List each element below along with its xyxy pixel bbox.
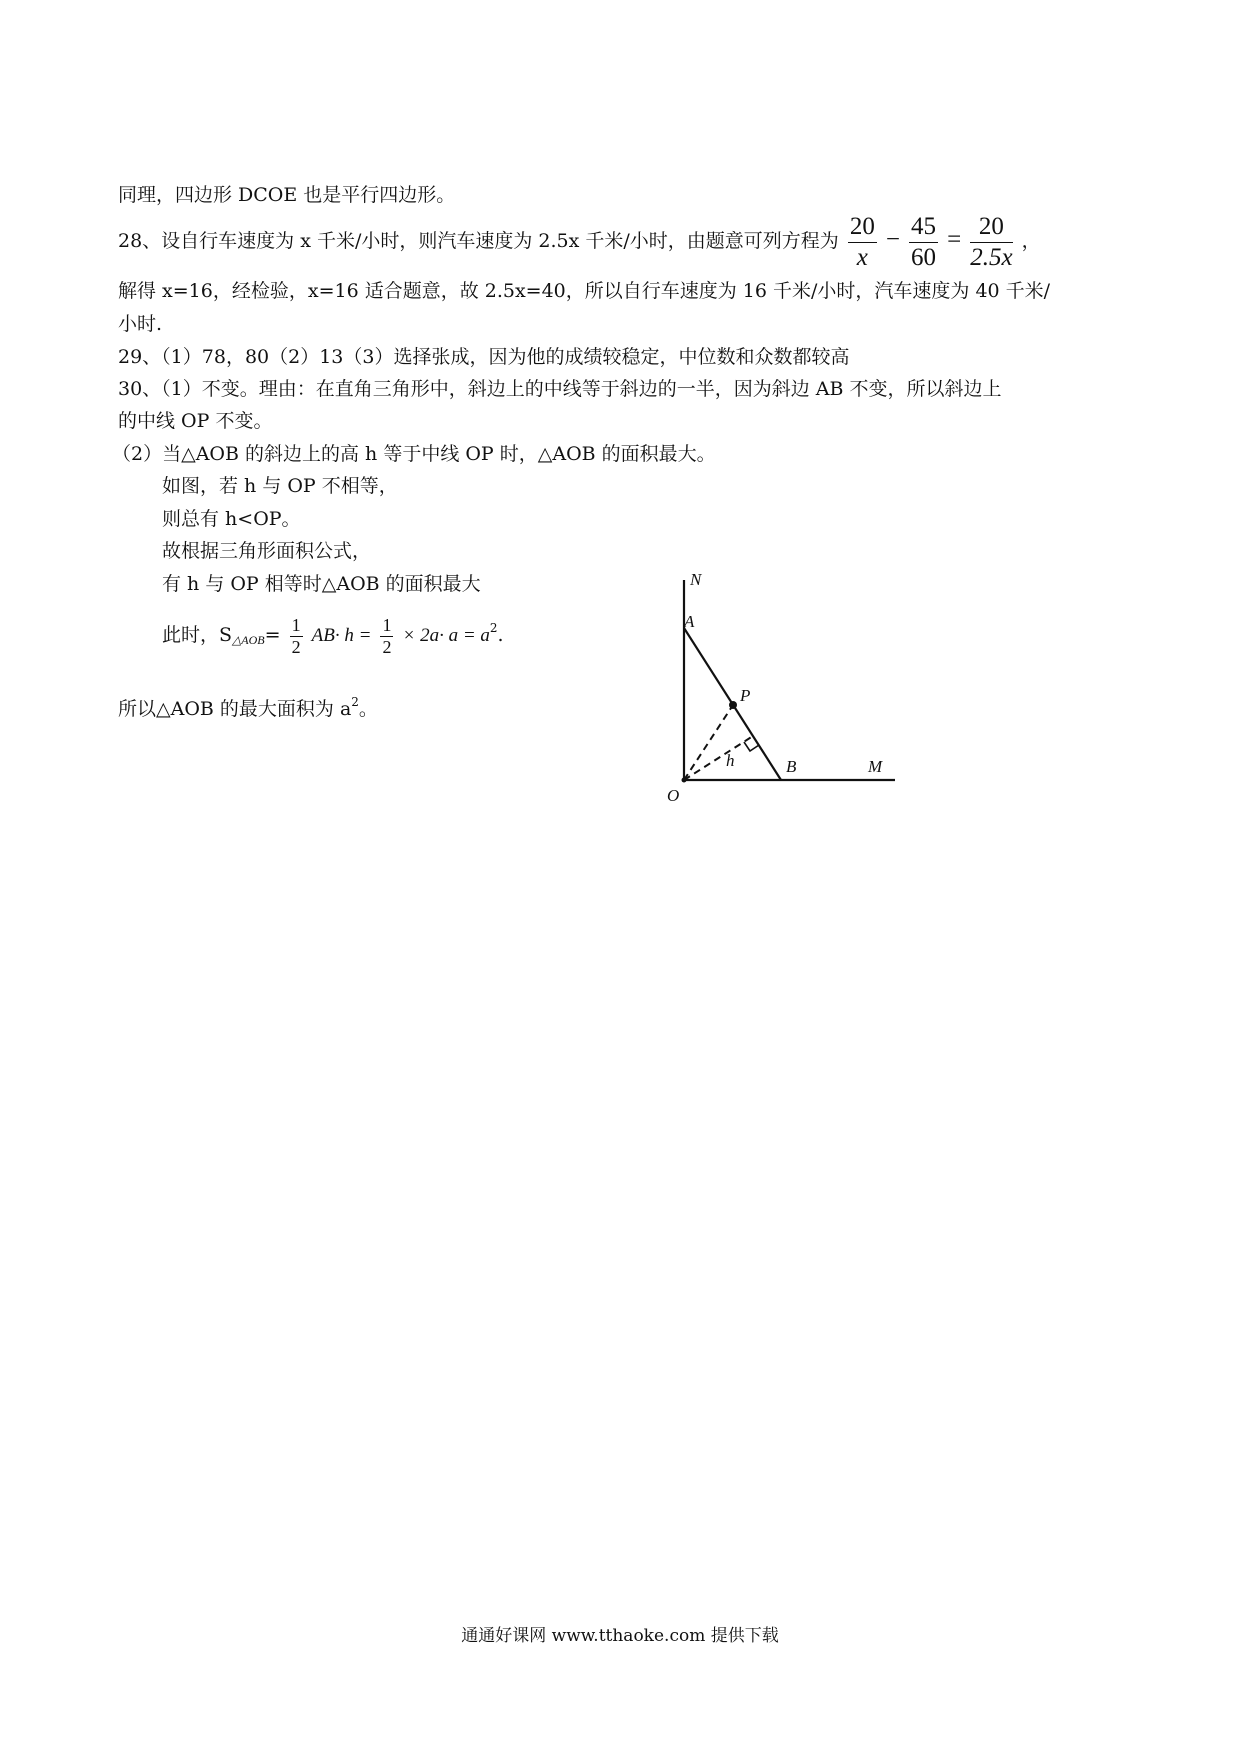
label-A: A [684, 612, 695, 631]
line-3: 解得 x=16，经检验，x=16 适合题意，故 2.5x=40，所以自行车速度为 16 千米/小时，汽车速度为 40 千米/ [118, 280, 1051, 302]
problem-28-text: 28、设自行车速度为 x 千米/小时，则汽车速度为 2.5x 千米/小时，由题意可列方程为 [118, 230, 839, 252]
line-6: 30、（1）不变。理由：在直角三角形中，斜边上的中线等于斜边的一半，因为斜边 AB 不变，所以斜边上 [118, 378, 1002, 400]
line-7: 的中线 OP 不变。 [118, 410, 273, 432]
line-10: 则总有 h<OP。 [162, 508, 301, 530]
label-M: M [868, 757, 883, 776]
point-O [682, 778, 687, 783]
line-13-area-formula [162, 604, 504, 664]
subscript-aob: △AOB [232, 633, 265, 647]
numerator: 20 [848, 212, 877, 243]
numerator: 1 [382, 614, 392, 635]
label-N: N [690, 570, 702, 589]
conclusion-text: 所以△AOB 的最大面积为 a [118, 698, 352, 720]
numerator: 1 [291, 614, 301, 635]
fraction-20-over-2.5x [970, 212, 1012, 273]
fraction-20-over-x [848, 212, 877, 273]
superscript-2: 2 [489, 621, 498, 635]
denominator: 60 [911, 243, 937, 271]
equals-sign: = [264, 624, 281, 646]
fraction-one-half [290, 615, 303, 658]
period: . [497, 624, 504, 646]
denominator: 2 [291, 636, 301, 657]
line-9: 如图，若 h 与 OP 不相等， [162, 475, 398, 497]
point-P [729, 701, 737, 709]
altitude-h-dashed [684, 736, 753, 780]
page-footer: 通通好课网 www.tthaoke.com 提供下载 [461, 1626, 779, 1646]
period: 。 [358, 698, 378, 720]
equals-sign: = [947, 226, 962, 253]
label-O: O [667, 786, 680, 805]
line-2 [118, 209, 1041, 273]
line-1: 同理，四边形 DCOE 也是平行四边形。 [118, 184, 456, 206]
line-11: 故根据三角形面积公式， [162, 540, 372, 562]
fraction-45-over-60 [909, 212, 938, 273]
geometry-figure [640, 565, 920, 845]
superscript-2: 2 [351, 695, 359, 709]
line-14-conclusion [118, 690, 378, 721]
comma: ， [1021, 230, 1041, 252]
formula-tail: × 2a· a = a [402, 625, 490, 646]
formula-prefix: 此时，S [162, 624, 233, 646]
line-12: 有 h 与 OP 相等时△AOB 的面积最大 [162, 573, 481, 595]
line-8: （2）当△AOB 的斜边上的高 h 等于中线 OP 时，△AOB 的面积最大。 [112, 443, 716, 465]
minus-sign: − [885, 226, 900, 253]
line-5: 29、（1）78，80（2）13（3）选择张成，因为他的成绩较稳定，中位数和众数都较高 [118, 346, 850, 368]
fraction-one-half-2 [380, 615, 393, 658]
numerator: 20 [970, 212, 1012, 243]
denominator: 2 [382, 636, 392, 657]
label-P: P [740, 686, 751, 705]
label-B: B [786, 757, 797, 776]
line-4: 小时. [118, 313, 163, 335]
formula-middle: AB· h = [311, 625, 372, 646]
denominator: 2.5x [970, 243, 1013, 271]
numerator: 45 [909, 212, 938, 243]
denominator: x [856, 243, 868, 271]
label-h: h [726, 751, 735, 770]
